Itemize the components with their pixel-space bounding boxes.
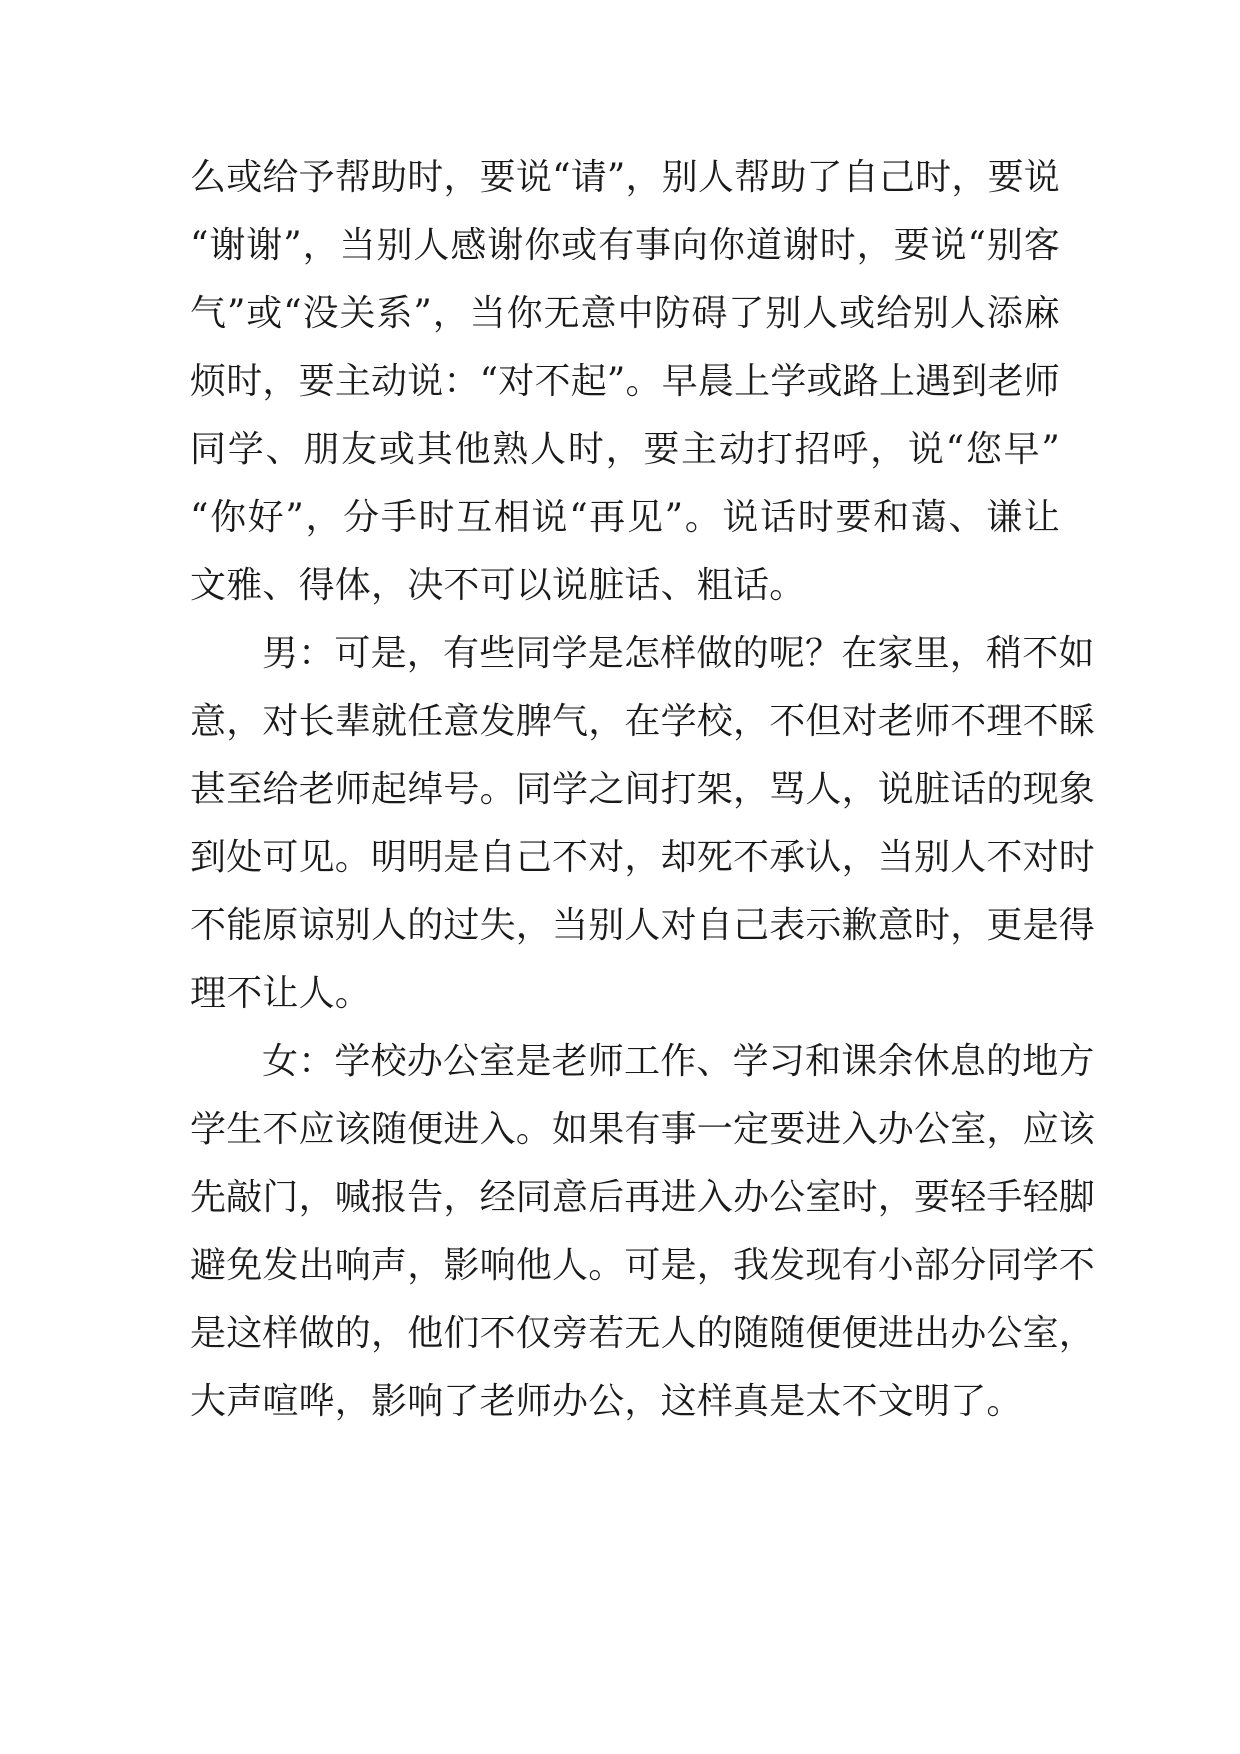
paragraph-1-line-4: 烦时，要主动说：“对不起”。早晨上学或路上遇到老师 <box>190 361 1060 402</box>
paragraph-3-line-4: 避免发出响声，影响他人。可是，我发现有小部分同学不 <box>190 1245 1096 1286</box>
paragraph-1-line-3: 气”或“没关系”，当你无意中防碍了别人或给别人添麻 <box>190 293 1060 334</box>
paragraph-2-line-2: 意，对长辈就任意发脾气，在学校，不但对老师不理不睬 <box>190 701 1096 742</box>
paragraph-2-line-3: 甚至给老师起绰号。同学之间打架，骂人，说脏话的现象 <box>190 769 1096 810</box>
paragraph-3-line-6: 大声喧哗，影响了老师办公，这样真是太不文明了。 <box>190 1381 1023 1422</box>
paragraph-1-line-6: “你好”，分手时互相说“再见”。说话时要和蔼、谦让 <box>190 497 1060 538</box>
paragraph-1-line-2: “谢谢”，当别人感谢你或有事向你道谢时，要说“别客 <box>190 225 1060 266</box>
paragraph-1-line-5: 同学、朋友或其他熟人时，要主动打招呼，说“您早” <box>190 429 1060 470</box>
paragraph-3-line-5: 是这样做的，他们不仅旁若无人的随随便便进出办公室， <box>190 1313 1096 1354</box>
paragraph-3-line-1: 女：学校办公室是老师工作、学习和课余休息的地方 <box>262 1041 1095 1082</box>
paragraph-1-line-1: 么或给予帮助时，要说“请”，别人帮助了自己时，要说 <box>190 157 1060 198</box>
paragraph-3-line-2: 学生不应该随便进入。如果有事一定要进入办公室，应该 <box>190 1109 1096 1150</box>
paragraph-2-line-5: 不能原谅别人的过失，当别人对自己表示歉意时，更是得 <box>190 905 1096 946</box>
paragraph-3-line-3: 先敲门，喊报告，经同意后再进入办公室时，要轻手轻脚 <box>190 1177 1096 1218</box>
paragraph-1-line-7: 文雅、得体，决不可以说脏话、粗话。 <box>190 565 806 606</box>
paragraph-2-line-1: 男：可是，有些同学是怎样做的呢？在家里，稍不如 <box>262 633 1095 674</box>
paragraph-2-line-4: 到处可见。明明是自己不对，却死不承认，当别人不对时 <box>190 837 1096 878</box>
paragraph-2-line-6: 理不让人。 <box>190 973 372 1014</box>
